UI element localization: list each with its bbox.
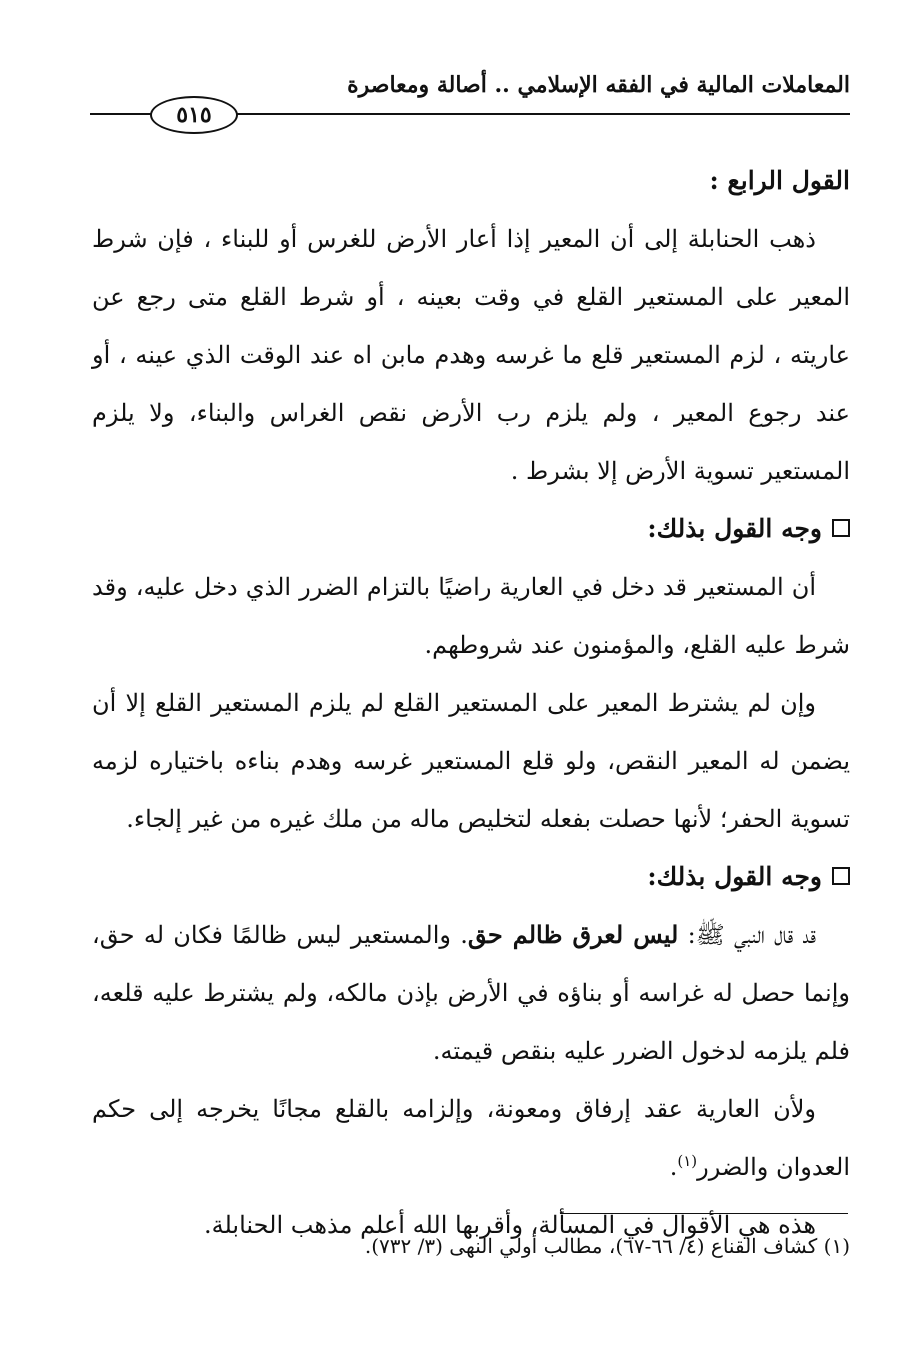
reason2-paragraph-3: هذه هي الأقوال في المسألة، وأقربها الله أعلم مذهب الحنابلة.	[203, 1211, 816, 1239]
footnote: (١) كشاف القناع (٤/ ٦٦-٦٧)، مطالب أولي النهى (٣/ ٧٣٢).	[364, 1234, 850, 1258]
footnote-reference: (١)	[677, 1152, 698, 1170]
reason-heading-1	[92, 500, 850, 558]
footnote-rule	[560, 1213, 848, 1214]
section-heading: القول الرابع :	[709, 166, 850, 195]
reason-heading-2	[92, 848, 850, 906]
reason2-paragraph-1	[92, 906, 850, 1080]
hadith-text: ليس لعرق ظالم حق	[467, 920, 679, 949]
running-header-title: المعاملات المالية في الفقه الإسلامي .. أصالة ومعاصرة	[347, 72, 850, 98]
reason2-p2-end: .	[669, 1153, 678, 1181]
reason2-p1-rest: . والمستعير ليس ظالمًا فكان له حق، وإنما حصل له غراسه أو بناؤه في الأرض بإذن مالكه، ولم يشترط عليه قلعه، فلم يلزمه لدخول الضرر عليه بنقص قيمته.	[92, 921, 850, 1065]
main-content	[92, 152, 850, 1254]
reason2-paragraph-2	[92, 1080, 850, 1196]
reason2-p2-text: ولأن العارية عقد إرفاق ومعونة، وإلزامه بالقلع مجانًا يخرجه إلى حكم العدوان والضرر	[92, 1095, 850, 1181]
reason1-paragraph-2: وإن لم يشترط المعير على المستعير القلع لم يلزم المستعير القلع إلا أن يضمن له المعير النقص، ولو قلع المستعير غرسه وهدم بناءه باختياره لزمه تسوية الحفر؛ لأنها حصلت بفعله لتخليص ماله من ملك غيره من غير إلجاء.	[92, 689, 850, 833]
reason-heading-2-text: وجه القول بذلك:	[647, 862, 822, 891]
reason-heading-1-text: وجه القول بذلك:	[647, 514, 822, 543]
section-paragraph: ذهب الحنابلة إلى أن المعير إذا أعار الأرض للغرس أو للبناء ، فإن شرط المعير على المستعير القلع في وقت بعينه ، أو شرط القلع متى رجع عن عاريته ، لزم المستعير قلع ما غرسه وهدم مابن اه عند الوقت الذي عينه ، أو عند رجوع المعير ، ولم يلزم رب الأرض نقص الغراس والبناء، ولا يلزم المستعير تسوية الأرض إلا بشرط .	[92, 225, 850, 485]
reason1-paragraph-1: أن المستعير قد دخل في العارية راضيًا بالتزام الضرر الذي دخل عليه، وقد شرط عليه القلع، والمؤمنون عند شروطهم.	[92, 573, 850, 659]
page-number: ٥١٥	[150, 96, 238, 134]
checkbox-square-icon	[832, 519, 850, 537]
checkbox-square-icon	[832, 867, 850, 885]
reason2-p1-start: قد قال النبي ﷺ:	[678, 921, 816, 949]
